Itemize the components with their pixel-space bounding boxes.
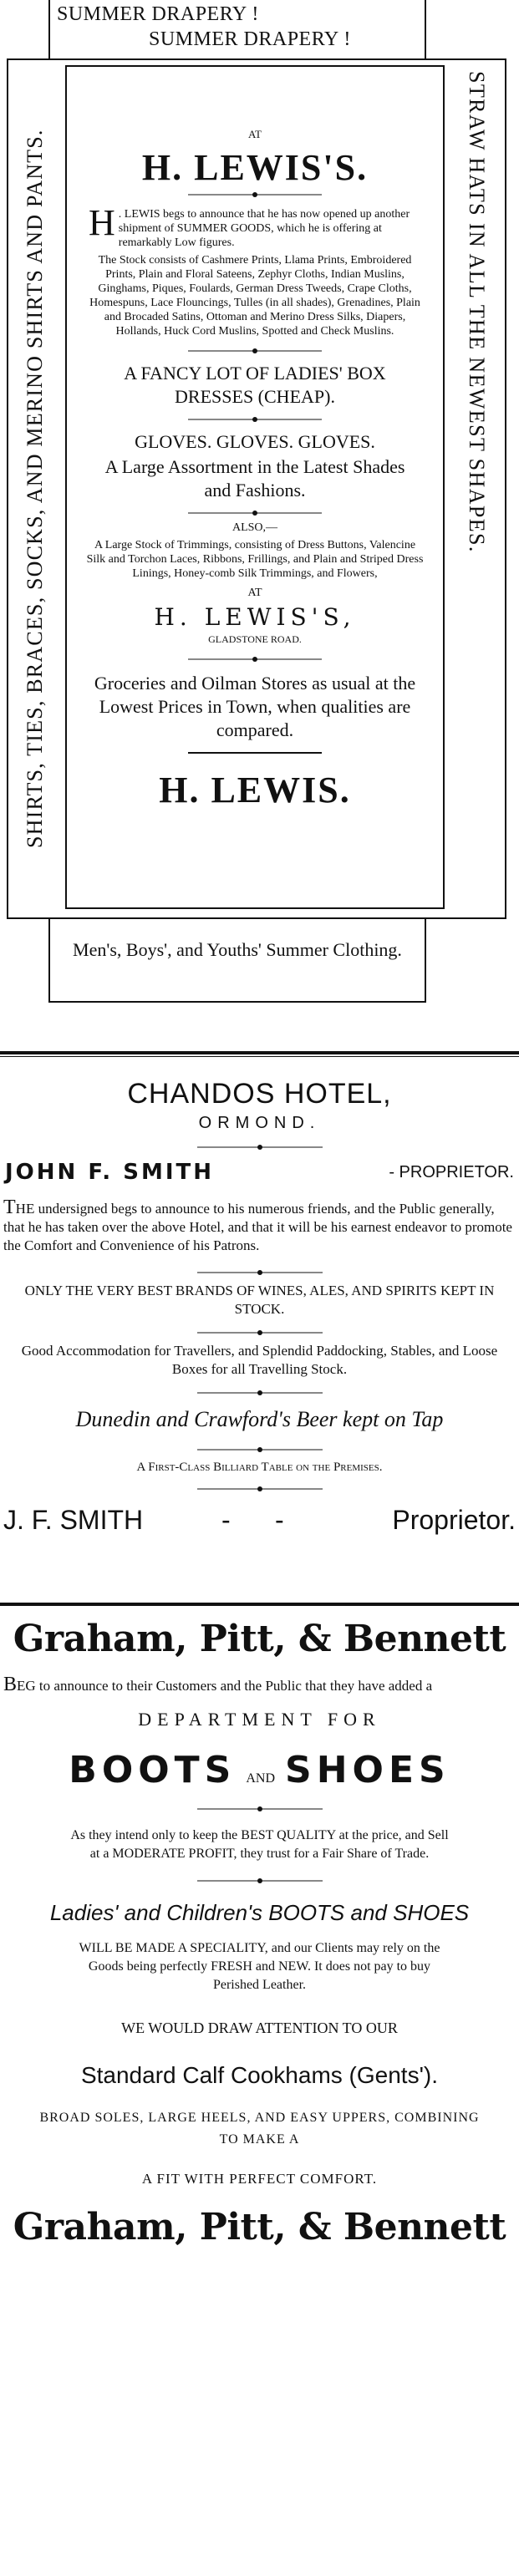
side-text-shirts: SHIRTS, TIES, BRACES, SOCKS, AND MERINO SHIRTS AND PANTS. xyxy=(23,129,47,849)
separator-ornament xyxy=(197,1141,323,1151)
lewis-intro xyxy=(89,202,421,250)
separator-ornament xyxy=(188,507,322,517)
chandos-advert xyxy=(0,1078,519,1538)
signature-line xyxy=(0,1505,519,1538)
trimmings-list: A Large Stock of Trimmings, consisting of Dress Buttons, Valencine Silk and Torchon Laces, Ribbons, Frillings, and Plain and Striped Dress Linings, Honey-comb Silk Trimmings, and Flowers, xyxy=(86,539,424,580)
proprietor-name: JOHN F. SMITH xyxy=(5,1160,214,1185)
fancy-lot: A FANCY LOT OF LADIES' BOX DRESSES (CHEAP). xyxy=(124,363,386,407)
signature-label: Proprietor. xyxy=(392,1505,516,1535)
brands-line: ONLY THE VERY BEST BRANDS OF WINES, ALES, AND SPIRITS KEPT IN STOCK. xyxy=(24,1283,495,1317)
lewis-heading: H. LEWIS'S. xyxy=(141,147,369,188)
boots-and-shoes-line xyxy=(0,1749,519,1791)
hotel-town: ORMOND. xyxy=(198,1114,321,1132)
dropcap: H xyxy=(89,202,115,243)
intro-text: HE undersigned begs to announce to his numerous friends, and the Public generally, that he has taken over the above Hotel, and that it will be his earnest endeavor to promote the Comfort and Convenience of his Patrons. xyxy=(3,1201,512,1253)
separator-ornament xyxy=(197,1387,323,1397)
lewis-mid-name: H. LEWIS'S, xyxy=(154,603,356,631)
dropcap: B xyxy=(3,1674,18,1695)
assortment-line: A Large Assortment in the Latest Shades and Fashions. xyxy=(104,456,405,500)
stock-list: The Stock consists of Cashmere Prints, Llama Prints, Embroidered Prints, Plain and Floral Sateens, Zephyr Cloths, Indian Muslins, Ginghams, Piques, Foulards, German Dress Tweeds, Crape Cloths, Homespuns, Lace Flouncings, Tulles (in all shades), Grenadines, Plain and Brocaded Satins, Ottoman and Merino Dress Silks, Diapers, Hollands, Huck Cord Muslins, Spotted and Check Muslins. xyxy=(89,254,420,338)
beer-line: Dunedin and Crawford's Beer kept on Tap xyxy=(75,1407,444,1431)
graham-title: Graham, Pitt, & Bennett xyxy=(13,1618,506,1660)
thin-rule xyxy=(0,1056,519,1057)
separator-ornament xyxy=(197,1327,323,1337)
separator-ornament xyxy=(197,1875,323,1885)
separator-rule xyxy=(188,747,322,757)
cookhams-line: Standard Calf Cookhams (Gents'). xyxy=(80,2062,439,2088)
at-label: AT xyxy=(248,128,262,140)
groceries-line: Groceries and Oilman Stores as usual at the Lowest Prices in Town, when qualities are compared. xyxy=(94,673,416,740)
at-label-2: AT xyxy=(247,587,262,599)
fit-line: A FIT WITH PERFECT COMFORT. xyxy=(141,2171,378,2187)
gloves-line: GLOVES. GLOVES. GLOVES. xyxy=(135,431,375,452)
separator-ornament xyxy=(197,1803,323,1813)
accommodation-line: Good Accommodation for Travellers, and Splendid Paddocking, Stables, and Loose Boxes for all Travelling Stock. xyxy=(21,1343,498,1377)
separator-ornament xyxy=(188,653,322,663)
separator-ornament xyxy=(197,1444,323,1454)
separator-ornament xyxy=(188,414,322,424)
quality-line: As they intend only to keep the BEST QUALITY at the price, and Sell at a MODERATE PROFIT, they trust for a Fair Share of Trade. xyxy=(70,1828,449,1861)
signature-dashes: - - xyxy=(221,1505,284,1535)
shoes-word: SHOES xyxy=(285,1749,450,1791)
address: GLADSTONE ROAD. xyxy=(208,633,302,645)
heavy-rule xyxy=(0,1051,519,1054)
dropcap: T xyxy=(3,1197,16,1218)
hotel-title: CHANDOS HOTEL, xyxy=(127,1078,392,1110)
intro-text: . LEWIS begs to announce that he has now opened up another shipment of SUMMER GOODS, which he is offering at remarkably Low figures. xyxy=(118,208,410,249)
hotel-intro xyxy=(3,1198,516,1255)
heavy-rule xyxy=(0,1603,519,1606)
separator-ornament xyxy=(197,1267,323,1277)
billiard-line: A First-Class Billiard Table on the Premises. xyxy=(136,1461,383,1474)
signature-name: J. F. SMITH xyxy=(3,1505,144,1535)
separator-ornament xyxy=(188,345,322,355)
border-line xyxy=(425,0,426,58)
proprietor-line xyxy=(0,1160,519,1188)
speciality-line: WILL BE MADE A SPECIALITY, and our Clients may rely on the Goods being perfectly FRESH and NEW. It does not pay to buy Perished Leather. xyxy=(79,1941,440,1992)
intro-text: EG to announce to their Customers and the Public that they have added a xyxy=(17,1678,433,1694)
summer-drapery-line-2: SUMMER DRAPERY ! xyxy=(149,28,351,50)
department-line: DEPARTMENT FOR xyxy=(138,1709,381,1730)
soles-line: BROAD SOLES, LARGE HEELS, AND EASY UPPERS, COMBINING TO MAKE A xyxy=(39,2111,480,2147)
side-text-straw-hats: STRAW HATS IN ALL THE NEWEST SHAPES. xyxy=(465,71,489,553)
draw-attention-line: WE WOULD DRAW ATTENTION TO OUR xyxy=(121,2020,398,2036)
lewis-bottom-name: H. LEWIS. xyxy=(159,770,351,810)
ladies-line: Ladies' and Children's BOOTS and SHOES xyxy=(49,1900,470,1925)
separator-ornament xyxy=(197,1483,323,1493)
summer-drapery-line-1: SUMMER DRAPERY ! xyxy=(57,3,259,25)
and-word: AND xyxy=(246,1771,276,1786)
separator-ornament xyxy=(188,189,322,199)
also-label: ALSO,— xyxy=(232,521,278,534)
graham-signature: Graham, Pitt, & Bennett xyxy=(13,2206,506,2248)
proprietor-label: - PROPRIETOR. xyxy=(389,1163,514,1181)
graham-intro xyxy=(3,1675,516,1695)
boots-word: BOOTS xyxy=(69,1749,237,1791)
graham-advert xyxy=(0,1618,519,2248)
clothing-box: Men's, Boys', and Youths' Summer Clothing. xyxy=(48,919,426,1003)
border-line xyxy=(48,0,50,58)
lewis-advert-body xyxy=(74,80,436,811)
